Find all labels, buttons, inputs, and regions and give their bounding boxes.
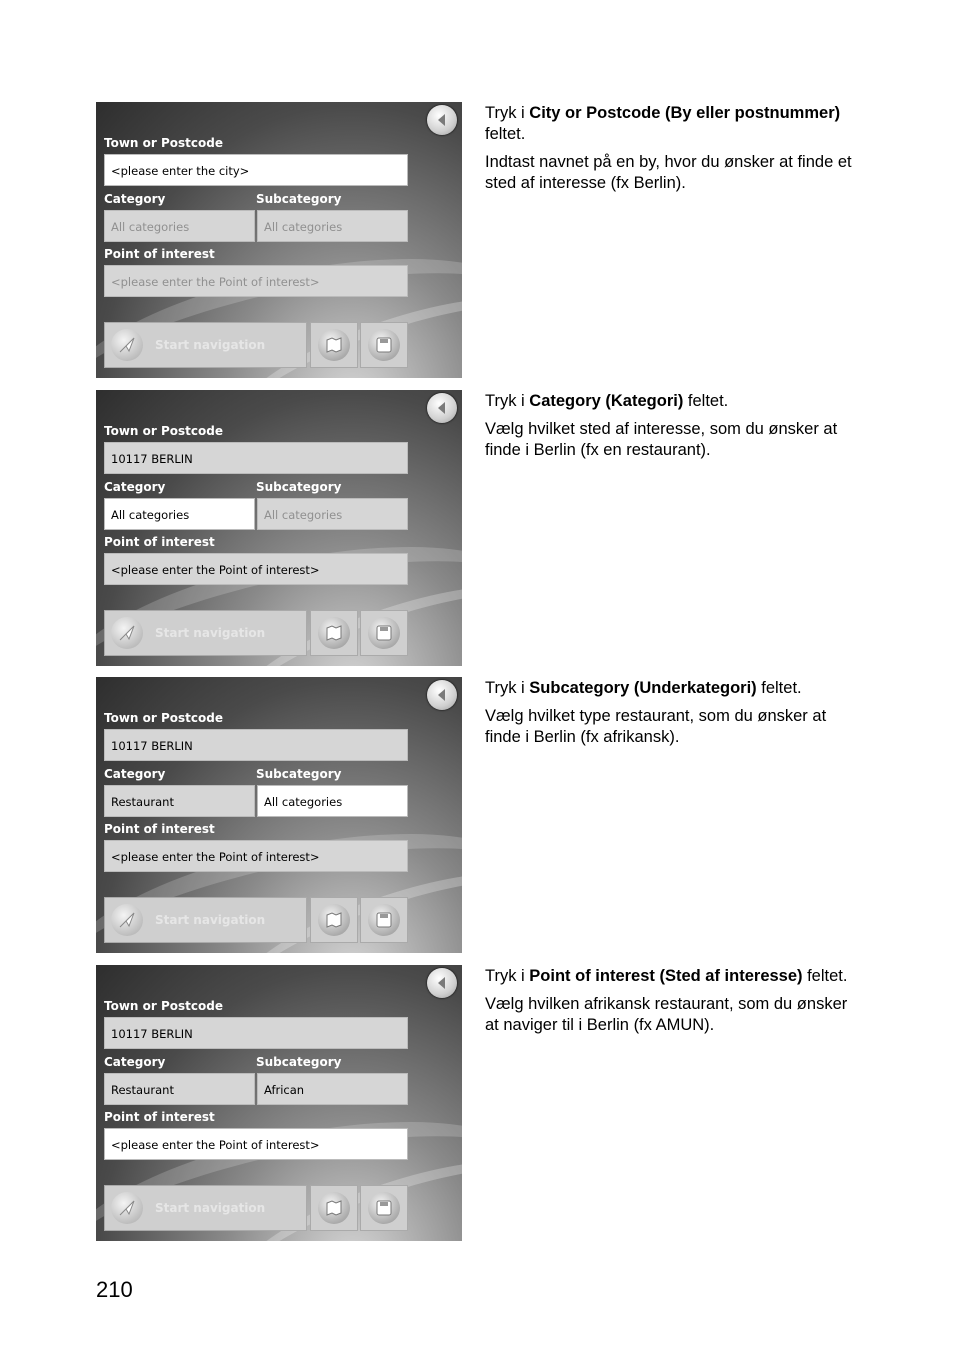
start-navigation-label: Start navigation [155,913,266,927]
subcategory-field[interactable]: All categories [257,785,408,817]
start-navigation-button[interactable] [104,322,307,368]
subcategory-field[interactable]: All categories [257,210,408,242]
instruction-detail: Vælg hvilket sted af interesse, som du ønsker at finde i Berlin (fx en restaurant). [485,420,838,459]
save-button[interactable] [360,897,408,943]
town-field[interactable]: 10117 BERLIN [104,729,408,761]
instruction-intro: Tryk i [485,104,530,122]
start-navigation-button[interactable] [104,610,307,656]
field-name: Subcategory (Underkategori) [529,679,757,697]
save-button[interactable] [360,1185,408,1231]
instruction-suffix: feltet. [683,392,729,410]
back-button[interactable] [427,393,457,423]
poi-field[interactable]: <please enter the Point of interest> [104,840,408,872]
map-button[interactable] [310,1185,358,1231]
town-field[interactable]: 10117 BERLIN [104,1017,408,1049]
save-button[interactable] [360,322,408,368]
step-2 [0,390,954,666]
step-1 [0,102,954,378]
field-name: Category (Kategori) [529,392,684,410]
back-arrow-icon [434,400,450,416]
save-disk-icon [375,336,393,354]
navigate-arrow-icon [117,910,137,930]
town-label: Town or Postcode [104,999,223,1013]
map-icon [325,624,343,642]
step-1-description [485,103,865,201]
navigate-arrow-icon [117,623,137,643]
town-field[interactable]: 10117 BERLIN [104,442,408,474]
start-navigation-button[interactable] [104,1185,307,1231]
map-icon [325,1199,343,1217]
category-label: Category [104,767,166,781]
instruction-intro: Tryk i [485,679,530,697]
town-field[interactable]: <please enter the city> [104,154,408,186]
poi-field[interactable]: <please enter the Point of interest> [104,265,408,297]
subcategory-field[interactable]: African [257,1073,408,1105]
instruction-detail: Vælg hvilket type restaurant, som du ønsker at finde i Berlin (fx afrikansk). [485,707,827,746]
start-navigation-label: Start navigation [155,1201,266,1215]
screenshot-2 [96,390,462,666]
back-button[interactable] [427,680,457,710]
instruction-suffix: feltet. [485,125,526,143]
step-4-description [485,966,865,1043]
category-label: Category [104,1055,166,1069]
instruction-intro: Tryk i [485,967,530,985]
step-4 [0,965,954,1241]
subcategory-label: Subcategory [256,480,342,494]
instruction-suffix: feltet. [802,967,848,985]
subcategory-label: Subcategory [256,767,342,781]
instruction-detail: Indtast navnet på en by, hvor du ønsker at finde et sted af interesse (fx Berlin). [485,153,852,192]
back-arrow-icon [434,112,450,128]
start-navigation-button[interactable] [104,897,307,943]
instruction-detail: Vælg hvilken afrikansk restaurant, som du ønsker at naviger til i Berlin (fx AMUN). [485,995,848,1034]
field-name: Point of interest (Sted af interesse) [529,967,803,985]
save-disk-icon [375,1199,393,1217]
step-2-description [485,391,865,468]
page-number: 210 [96,1277,133,1302]
screenshot-4 [96,965,462,1241]
poi-field[interactable]: <please enter the Point of interest> [104,553,408,585]
town-label: Town or Postcode [104,424,223,438]
category-label: Category [104,480,166,494]
map-button[interactable] [310,897,358,943]
navigate-arrow-icon [117,1198,137,1218]
poi-label: Point of interest [104,247,215,261]
instruction-suffix: feltet. [756,679,802,697]
map-icon [325,336,343,354]
instruction-intro: Tryk i [485,392,530,410]
field-name: City or Postcode (By eller postnummer) [529,104,841,122]
screenshot-1 [96,102,462,378]
poi-label: Point of interest [104,822,215,836]
start-navigation-label: Start navigation [155,338,266,352]
screenshot-3 [96,677,462,953]
poi-label: Point of interest [104,1110,215,1124]
save-button[interactable] [360,610,408,656]
navigate-arrow-icon [117,335,137,355]
back-arrow-icon [434,687,450,703]
map-icon [325,911,343,929]
save-disk-icon [375,624,393,642]
map-button[interactable] [310,610,358,656]
town-label: Town or Postcode [104,136,223,150]
back-button[interactable] [427,105,457,135]
subcategory-label: Subcategory [256,1055,342,1069]
town-label: Town or Postcode [104,711,223,725]
poi-label: Point of interest [104,535,215,549]
map-button[interactable] [310,322,358,368]
category-field[interactable]: All categories [104,210,255,242]
back-arrow-icon [434,975,450,991]
back-button[interactable] [427,968,457,998]
save-disk-icon [375,911,393,929]
category-field[interactable]: All categories [104,498,255,530]
step-3 [0,677,954,953]
category-label: Category [104,192,166,206]
subcategory-field[interactable]: All categories [257,498,408,530]
subcategory-label: Subcategory [256,192,342,206]
step-3-description [485,678,865,755]
start-navigation-label: Start navigation [155,626,266,640]
category-field[interactable]: Restaurant [104,785,255,817]
category-field[interactable]: Restaurant [104,1073,255,1105]
poi-field[interactable]: <please enter the Point of interest> [104,1128,408,1160]
